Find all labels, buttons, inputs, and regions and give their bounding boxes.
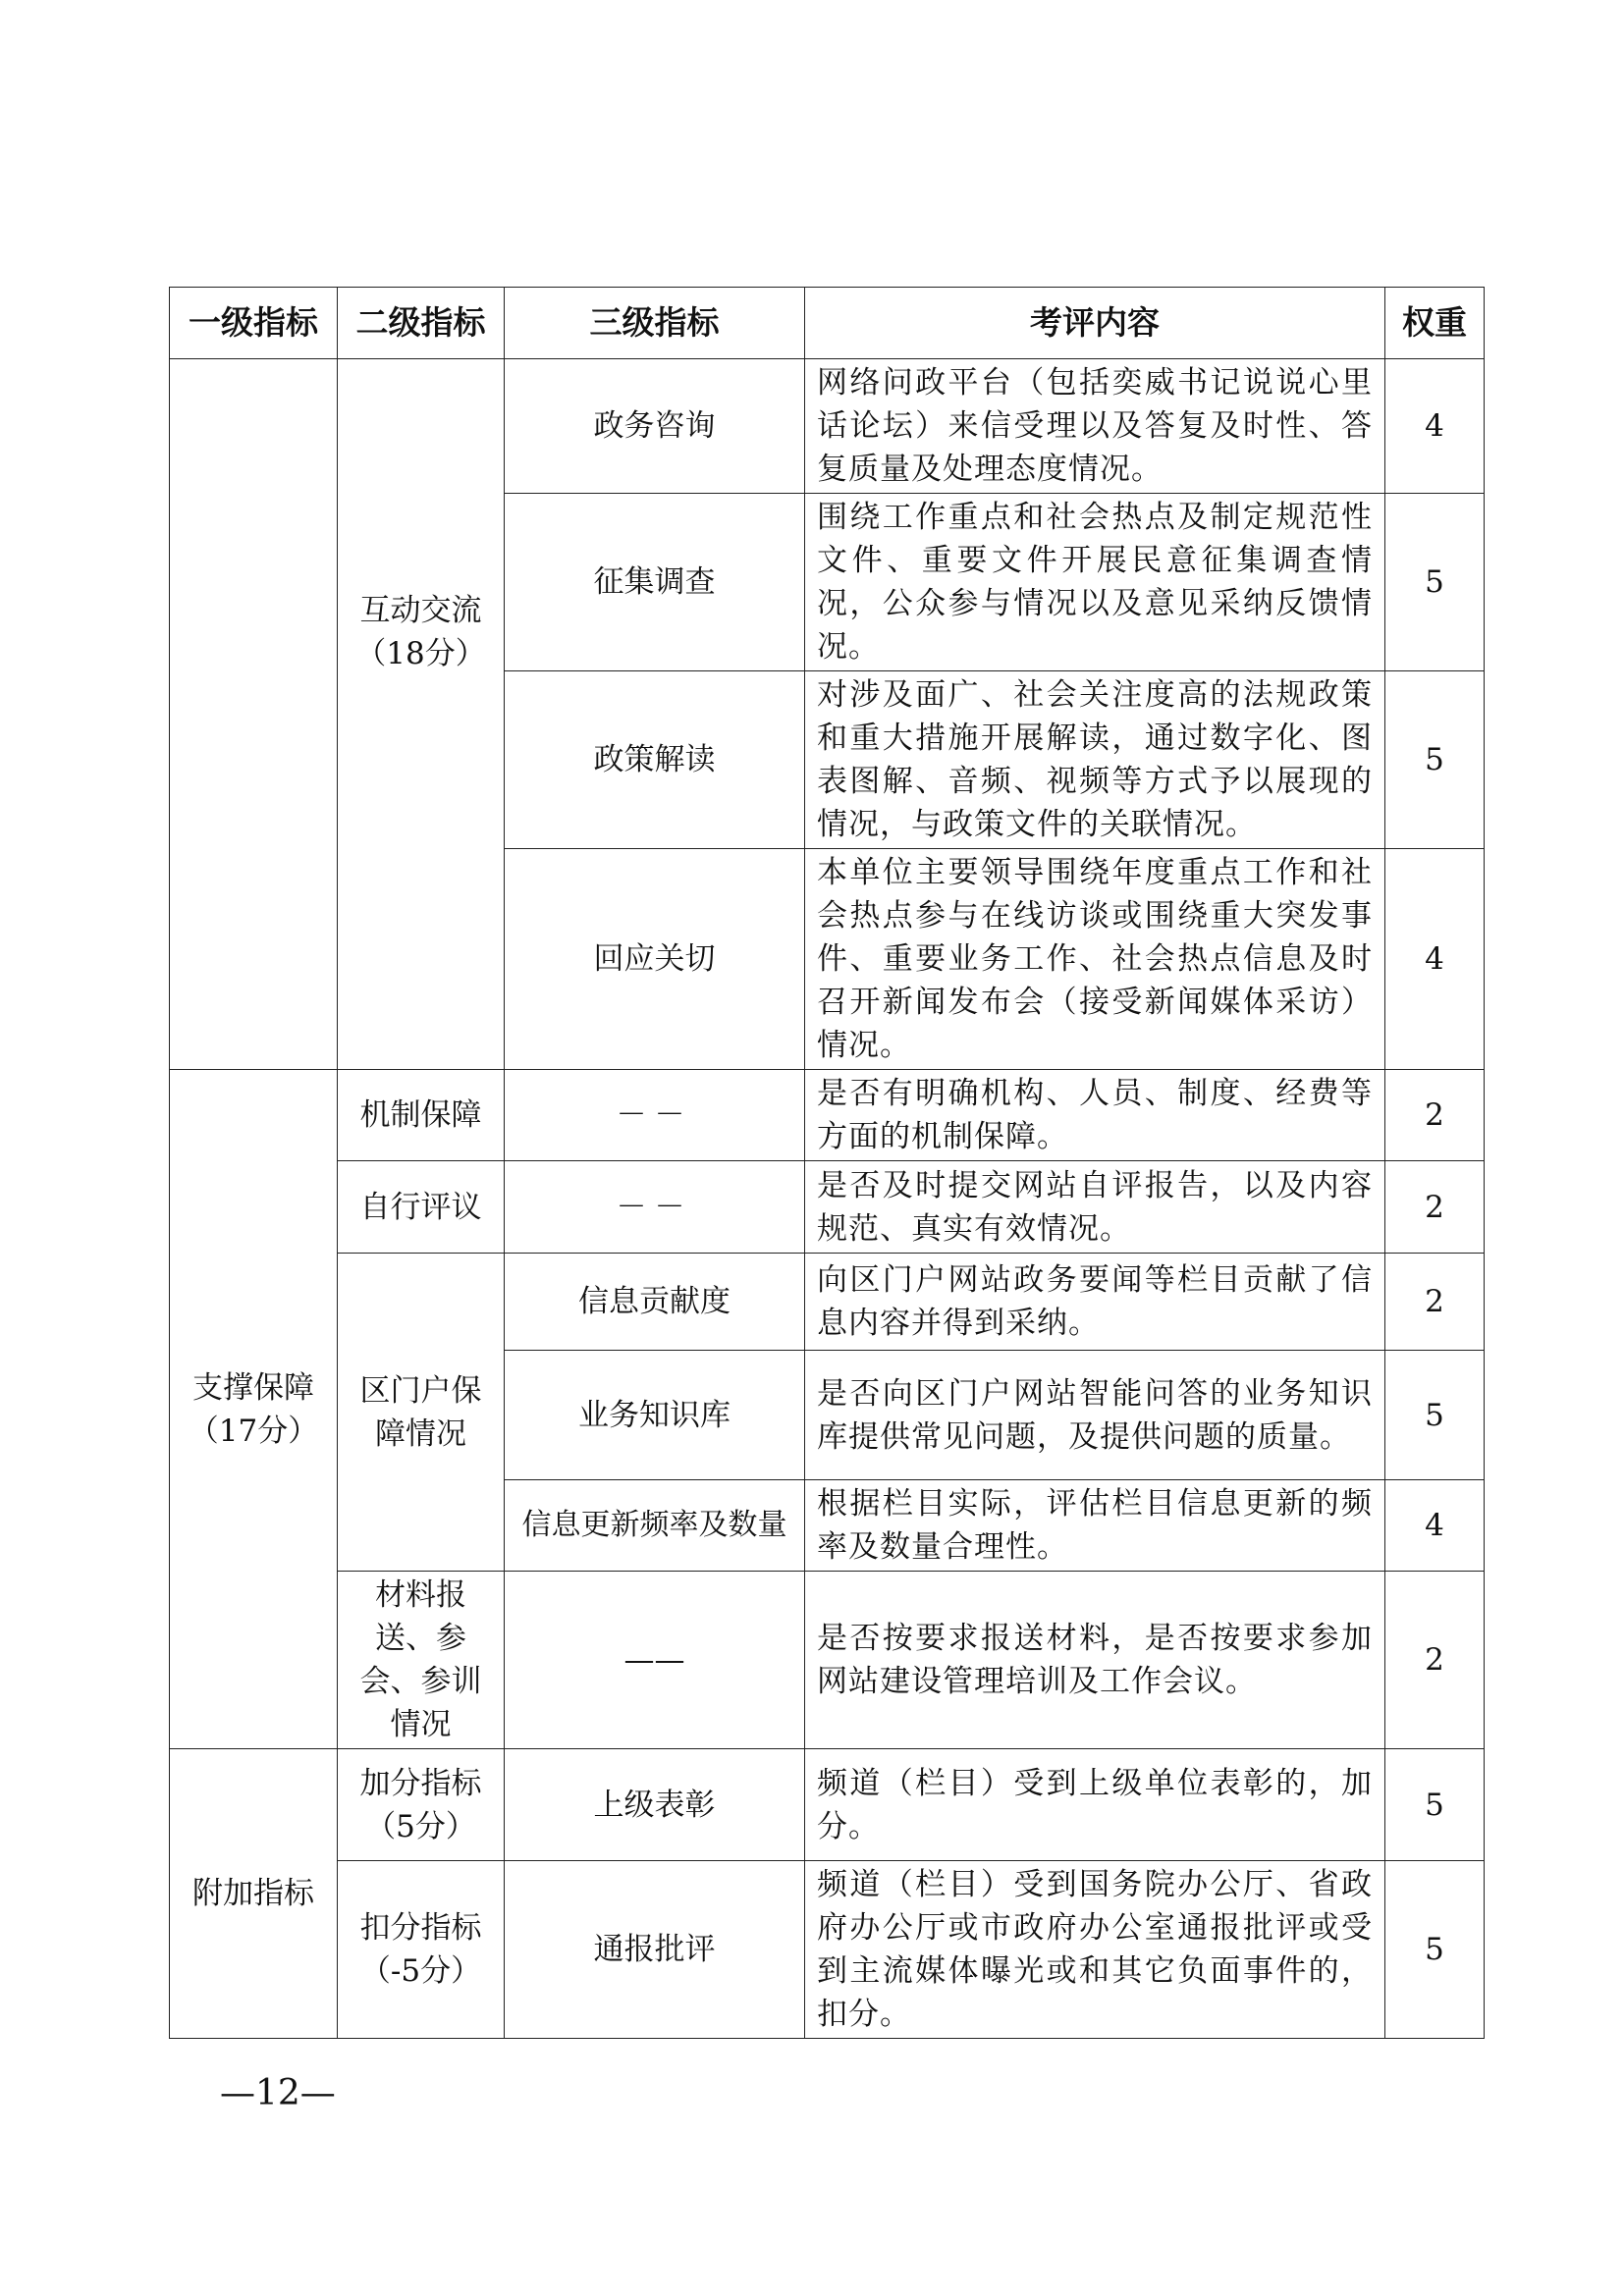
indicator-table [169,287,1485,2039]
header-content: 考评内容 [805,288,1385,359]
header-level3: 三级指标 [505,288,805,359]
weight-cell: 4 [1385,359,1485,494]
table-row [170,1254,1485,1351]
weight-cell: 5 [1385,671,1485,849]
level1-empty-cell [170,359,338,1070]
table-row [170,1572,1485,1749]
level3-cell: 信息更新频率及数量 [505,1480,805,1572]
level3-cell: 回应关切 [505,849,805,1070]
weight-cell: 5 [1385,494,1485,671]
level2-cell: 自行评议 [338,1161,505,1254]
weight-cell: 5 [1385,1351,1485,1480]
level3-cell: －－ [505,1070,805,1161]
level3-cell: 通报批评 [505,1861,805,2039]
level2-cell: 材料报送、参会、参训情况 [338,1572,505,1749]
content-cell: 是否按要求报送材料，是否按要求参加网站建设管理培训及工作会议。 [805,1572,1385,1749]
level1-cell: 支撑保障（17分） [170,1070,338,1749]
weight-cell: 5 [1385,1749,1485,1861]
content-cell: 对涉及面广、社会关注度高的法规政策和重大措施开展解读，通过数字化、图表图解、音频、视频等方式予以展现的情况，与政策文件的关联情况。 [805,671,1385,849]
weight-cell: 4 [1385,1480,1485,1572]
header-level2: 二级指标 [338,288,505,359]
weight-cell: 5 [1385,1861,1485,2039]
header-level1: 一级指标 [170,288,338,359]
table-row [170,359,1485,494]
level2-cell: 区门户保障情况 [338,1254,505,1572]
level3-cell: 业务知识库 [505,1351,805,1480]
level2-label: 互动交流（18分） [355,592,486,671]
content-cell: 网络问政平台（包括奕威书记说说心里话论坛）来信受理以及答复及时性、答复质量及处理态度情况。 [805,359,1385,494]
table-row [170,1749,1485,1861]
weight-cell: 4 [1385,849,1485,1070]
level2-cell: 扣分指标（-5分） [338,1861,505,2039]
content-cell: 向区门户网站政务要闻等栏目贡献了信息内容并得到采纳。 [805,1254,1385,1351]
content-cell: 频道（栏目）受到上级单位表彰的，加分。 [805,1749,1385,1861]
content-cell: 频道（栏目）受到国务院办公厅、省政府办公厅或市政府办公室通报批评或受到主流媒体曝光或和其它负面事件的，扣分。 [805,1861,1385,2039]
content-cell: 围绕工作重点和社会热点及制定规范性文件、重要文件开展民意征集调查情况，公众参与情况以及意见采纳反馈情况。 [805,494,1385,671]
header-weight: 权重 [1385,288,1485,359]
table-row [170,1161,1485,1254]
level3-cell: 上级表彰 [505,1749,805,1861]
weight-cell: 2 [1385,1254,1485,1351]
content-cell: 是否及时提交网站自评报告，以及内容规范、真实有效情况。 [805,1161,1385,1254]
level3-cell: —— [505,1572,805,1749]
weight-cell: 2 [1385,1572,1485,1749]
content-cell: 是否向区门户网站智能问答的业务知识库提供常见问题，及提供问题的质量。 [805,1351,1385,1480]
level3-cell: 征集调查 [505,494,805,671]
weight-cell: 2 [1385,1070,1485,1161]
level3-cell: 信息贡献度 [505,1254,805,1351]
content-cell: 本单位主要领导围绕年度重点工作和社会热点参与在线访谈或围绕重大突发事件、重要业务工作、社会热点信息及时召开新闻发布会（接受新闻媒体采访）情况。 [805,849,1385,1070]
page-number: —12— [220,2073,336,2113]
level2-cell [338,359,505,1070]
table-row [170,1070,1485,1161]
level1-cell: 附加指标 [170,1749,338,2039]
level2-cell: 加分指标（5分） [338,1749,505,1861]
level3-cell: 政务咨询 [505,359,805,494]
table-row [170,1861,1485,2039]
content-cell: 根据栏目实际，评估栏目信息更新的频率及数量合理性。 [805,1480,1385,1572]
content-cell: 是否有明确机构、人员、制度、经费等方面的机制保障。 [805,1070,1385,1161]
level3-cell: 政策解读 [505,671,805,849]
weight-cell: 2 [1385,1161,1485,1254]
table-header-row [170,288,1485,359]
level2-cell: 机制保障 [338,1070,505,1161]
level3-cell: －－ [505,1161,805,1254]
